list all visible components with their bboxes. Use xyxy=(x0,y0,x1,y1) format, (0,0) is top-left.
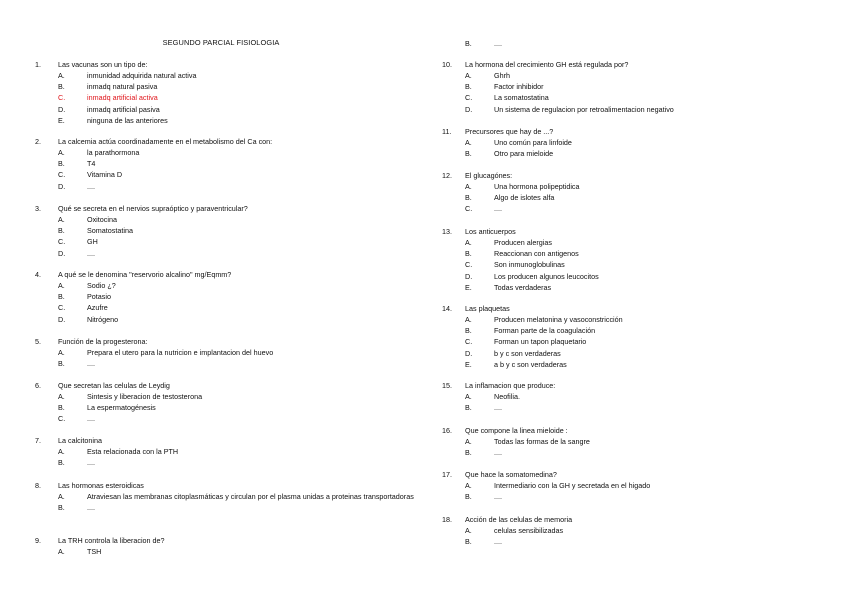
option-text: celulas sensibilizadas xyxy=(494,526,564,535)
question-number: 13. xyxy=(442,227,452,236)
option-letter: B. xyxy=(465,448,472,458)
question-text: El glucagónes: xyxy=(465,171,513,180)
option-text: Algo de islotes alfa xyxy=(494,193,555,203)
answer-option xyxy=(442,237,822,248)
option-text: Intermediario con la GH y secretada en el higado xyxy=(494,481,651,490)
option-text: Un sistema de regulacion por retroalimentacion negativo xyxy=(494,104,674,114)
option-letter: A. xyxy=(58,348,65,357)
answer-option xyxy=(35,81,435,92)
answer-option xyxy=(35,104,435,115)
option-text: La espermatogénesis xyxy=(87,403,156,413)
question-item xyxy=(35,337,435,369)
question-number: 3. xyxy=(35,204,41,213)
option-text: Todas verdaderas xyxy=(494,282,552,292)
option-letter: C. xyxy=(465,337,473,347)
option-letter: A. xyxy=(58,281,65,290)
option-text: Uno común para linfoide xyxy=(494,138,572,147)
option-letter: A. xyxy=(58,71,65,80)
answer-option xyxy=(442,271,822,282)
question-text: La calcemia actúa coordinadamente en el metabolismo del Ca con: xyxy=(58,137,273,146)
question-text: La inflamacion que produce: xyxy=(465,381,556,390)
option-text: Prepara el utero para la nutricion e implantacion del huevo xyxy=(87,348,274,357)
question-number: 9. xyxy=(35,536,41,545)
option-letter: C. xyxy=(58,93,66,103)
answer-option xyxy=(442,480,822,491)
question-number: 10. xyxy=(442,60,452,69)
question-item xyxy=(35,204,435,259)
option-text: Reaccionan con antigenos xyxy=(494,249,579,259)
option-text: .... xyxy=(87,458,95,468)
answer-option xyxy=(442,325,822,336)
answer-option xyxy=(35,147,435,158)
option-text: Los producen algunos leucocitos xyxy=(494,271,599,281)
option-text: .... xyxy=(494,448,502,458)
option-text: Ghrh xyxy=(494,71,510,80)
answer-option xyxy=(35,169,435,180)
option-text: Nitrógeno xyxy=(87,314,119,324)
answer-option xyxy=(442,192,822,203)
answer-option xyxy=(442,137,822,148)
option-text: .... xyxy=(87,181,95,191)
answer-option xyxy=(35,491,435,502)
question-text: Que hace la somatomedina? xyxy=(465,470,557,479)
page-title: SEGUNDO PARCIAL FISIOLOGIA xyxy=(162,38,280,47)
answer-option xyxy=(442,259,822,270)
option-letter: A. xyxy=(465,71,472,80)
option-text: GH xyxy=(87,237,98,247)
question-item xyxy=(442,426,822,458)
option-text: .... xyxy=(87,414,95,424)
option-text: inmadq natural pasiva xyxy=(87,82,158,92)
option-text: Producen melatonina y vasoconstricción xyxy=(494,315,623,324)
option-letter: A. xyxy=(58,492,65,501)
question-number: 18. xyxy=(442,515,452,524)
answer-option xyxy=(35,248,435,259)
option-letter: E. xyxy=(58,115,65,125)
option-text: T4 xyxy=(87,159,96,169)
answer-option xyxy=(35,502,435,513)
option-text: Esta relacionada con la PTH xyxy=(87,447,179,456)
question-text: A qué se le denomina "reservorio alcalino" mg/Eqmm? xyxy=(58,270,232,279)
option-letter: B. xyxy=(465,39,472,48)
answer-option xyxy=(35,158,435,169)
answer-option xyxy=(35,214,435,225)
question-item xyxy=(35,137,435,192)
answer-option xyxy=(442,92,822,103)
question-item xyxy=(442,470,822,502)
answer-option xyxy=(35,115,435,126)
option-letter: E. xyxy=(465,282,472,292)
option-letter: A. xyxy=(58,148,65,157)
option-text: .... xyxy=(494,403,502,413)
answer-option xyxy=(442,536,822,547)
question-item xyxy=(35,436,435,468)
option-text: a b y c son verdaderas xyxy=(494,359,567,369)
option-letter: A. xyxy=(465,182,472,191)
question-number: 8. xyxy=(35,481,41,490)
option-letter: A. xyxy=(465,315,472,324)
option-text: .... xyxy=(87,503,95,513)
option-letter: A. xyxy=(465,238,472,247)
option-text: Factor inhibidor xyxy=(494,82,544,92)
option-letter: A. xyxy=(58,215,65,224)
question-number: 5. xyxy=(35,337,41,346)
answer-option xyxy=(35,457,435,468)
option-text: La somatostatina xyxy=(494,93,549,103)
option-letter: B. xyxy=(465,492,472,502)
option-text: Forman parte de la coagulación xyxy=(494,326,596,336)
option-letter: B. xyxy=(58,458,65,468)
question-text: Acción de las celulas de memoria xyxy=(465,515,573,524)
question-number: 15. xyxy=(442,381,452,390)
answer-option xyxy=(35,446,435,457)
answer-option xyxy=(35,302,435,313)
answer-option xyxy=(35,181,435,192)
option-letter: B. xyxy=(58,359,65,369)
option-text: .... xyxy=(494,492,502,502)
option-text: inmunidad adquirida natural activa xyxy=(87,71,197,80)
question-number: 11. xyxy=(442,127,452,136)
question-text: Precursores que hay de ...? xyxy=(465,127,554,136)
question-item xyxy=(442,304,822,370)
option-letter: D. xyxy=(58,248,66,258)
option-letter: D. xyxy=(58,314,66,324)
answer-option xyxy=(442,314,822,325)
question-item xyxy=(35,270,435,325)
option-letter: C. xyxy=(58,170,66,180)
question-number: 7. xyxy=(35,436,41,445)
option-letter: C. xyxy=(465,260,473,270)
question-item xyxy=(442,515,822,547)
option-text: Otro para mieloide xyxy=(494,149,554,159)
option-text: Una hormona polipeptidica xyxy=(494,182,580,191)
answer-option xyxy=(442,491,822,502)
answer-option xyxy=(442,336,822,347)
option-letter: A. xyxy=(58,392,65,401)
option-letter: A. xyxy=(465,526,472,535)
answer-option xyxy=(442,391,822,402)
question-item xyxy=(442,227,822,293)
continued-option xyxy=(442,38,822,49)
question-number: 2. xyxy=(35,137,41,146)
option-letter: C. xyxy=(465,204,473,214)
question-item xyxy=(35,481,435,513)
question-text: Las plaquetas xyxy=(465,304,510,313)
answer-option xyxy=(35,314,435,325)
option-text: Somatostatina xyxy=(87,226,133,236)
question-text: Función de la progesterona: xyxy=(58,337,148,346)
answer-option xyxy=(442,248,822,259)
question-text: La hormona del crecimiento GH está regulada por? xyxy=(465,60,629,69)
answer-option xyxy=(442,402,822,413)
option-text: Oxitocina xyxy=(87,215,117,224)
option-text: Neofilia. xyxy=(494,392,520,401)
answer-option xyxy=(35,70,435,81)
option-letter: D. xyxy=(465,104,473,114)
option-letter: B. xyxy=(465,149,472,159)
option-text: Todas las formas de la sangre xyxy=(494,437,590,446)
option-letter: A. xyxy=(465,392,472,401)
option-text: Sintesis y liberacion de testosterona xyxy=(87,392,203,401)
option-letter: C. xyxy=(58,237,66,247)
question-item xyxy=(442,127,822,159)
answer-option xyxy=(35,358,435,369)
answer-option xyxy=(35,225,435,236)
answer-option xyxy=(442,436,822,447)
question-number: 14. xyxy=(442,304,452,313)
option-letter: B. xyxy=(58,503,65,513)
answer-option xyxy=(442,348,822,359)
option-letter: C. xyxy=(465,93,473,103)
answer-option xyxy=(35,92,435,103)
question-text: Que compone la linea mieloide : xyxy=(465,426,568,435)
option-text: Vitamina D xyxy=(87,170,123,180)
option-text: inmadq artificial pasiva xyxy=(87,104,160,114)
option-text: Producen alergias xyxy=(494,238,552,247)
answer-option xyxy=(35,347,435,358)
answer-option xyxy=(35,291,435,302)
answer-option xyxy=(442,359,822,370)
question-item xyxy=(35,381,435,425)
question-number: 16. xyxy=(442,426,452,435)
question-text: Las vacunas son un tipo de: xyxy=(58,60,148,69)
option-text: .... xyxy=(87,248,95,258)
option-text: la parathormona xyxy=(87,148,140,157)
answer-option xyxy=(35,236,435,247)
option-letter: B. xyxy=(58,82,65,92)
question-number: 6. xyxy=(35,381,41,390)
answer-option xyxy=(35,546,435,557)
answer-option xyxy=(35,402,435,413)
question-text: La calcitonina xyxy=(58,436,102,445)
option-letter: A. xyxy=(58,547,65,556)
option-letter: D. xyxy=(58,104,66,114)
option-text: Azufre xyxy=(87,303,108,313)
option-letter: B. xyxy=(58,403,65,413)
answer-option xyxy=(442,447,822,458)
question-text: Que secretan las celulas de Leydig xyxy=(58,381,170,390)
answer-option xyxy=(442,148,822,159)
option-text: TSH xyxy=(87,547,102,556)
answer-option xyxy=(442,525,822,536)
answer-option xyxy=(442,203,822,214)
option-text: Son inmunoglobulinas xyxy=(494,260,565,270)
question-number: 4. xyxy=(35,270,41,279)
question-item xyxy=(442,60,822,115)
answer-option xyxy=(442,104,822,115)
option-letter: A. xyxy=(465,481,472,490)
question-text: Los anticuerpos xyxy=(465,227,516,236)
option-text: .... xyxy=(87,359,95,369)
option-text: Potasio xyxy=(87,292,111,302)
answer-option xyxy=(442,181,822,192)
question-item xyxy=(442,171,822,215)
question-text: Las hormonas esteroidicas xyxy=(58,481,144,490)
option-letter: B. xyxy=(465,82,472,92)
question-item xyxy=(35,536,435,557)
answer-option xyxy=(35,391,435,402)
question-text: Qué se secreta en el nervios supraóptico y paraventricular? xyxy=(58,204,248,213)
option-text: .... xyxy=(494,537,502,547)
option-text: .... xyxy=(494,39,502,48)
option-letter: C. xyxy=(58,414,66,424)
option-letter: B. xyxy=(58,292,65,302)
option-text: .... xyxy=(494,204,502,214)
option-text: ninguna de las anteriores xyxy=(87,115,168,125)
option-letter: D. xyxy=(465,348,473,358)
question-text: La TRH controla la liberacion de? xyxy=(58,536,165,545)
question-number: 17. xyxy=(442,470,452,479)
option-letter: B. xyxy=(58,226,65,236)
question-item xyxy=(35,60,435,126)
option-letter: C. xyxy=(58,303,66,313)
option-letter: B. xyxy=(465,326,472,336)
answer-option xyxy=(442,70,822,81)
question-number: 12. xyxy=(442,171,452,180)
answer-option xyxy=(442,81,822,92)
option-letter: B. xyxy=(465,403,472,413)
answer-option xyxy=(35,280,435,291)
question-item xyxy=(442,381,822,413)
option-letter: D. xyxy=(58,181,66,191)
option-text: b y c son verdaderas xyxy=(494,348,561,358)
option-letter: A. xyxy=(58,447,65,456)
question-number: 1. xyxy=(35,60,41,69)
option-text: Forman un tapon plaquetario xyxy=(494,337,587,347)
option-text: Sodio ¿? xyxy=(87,281,116,290)
option-letter: B. xyxy=(465,249,472,259)
option-text: Atraviesan las membranas citoplasmáticas y circulan por el plasma unidas a proteinas transportadoras xyxy=(87,492,414,501)
answer-option xyxy=(35,413,435,424)
option-letter: B. xyxy=(58,159,65,169)
option-letter: B. xyxy=(465,537,472,547)
option-letter: B. xyxy=(465,193,472,203)
option-letter: A. xyxy=(465,138,472,147)
option-letter: E. xyxy=(465,359,472,369)
option-text: inmadq artificial activa xyxy=(87,93,158,103)
answer-option xyxy=(442,282,822,293)
option-letter: D. xyxy=(465,271,473,281)
option-letter: A. xyxy=(465,437,472,446)
